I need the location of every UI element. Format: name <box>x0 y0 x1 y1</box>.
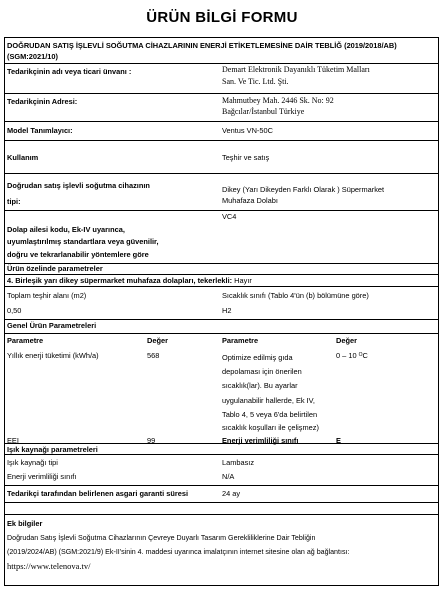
page-title: ÜRÜN BİLGİ FORMU <box>146 9 298 26</box>
supplier-name-value: San. Ve Tic. Ltd. Şti. <box>222 77 289 86</box>
optimized-temp-label: sıcaklık koşulları ile çelişmez) <box>222 423 319 432</box>
eei-label: EEI <box>7 436 19 445</box>
extra-info-heading: Ek bilgiler <box>7 519 43 528</box>
row-divider <box>5 140 438 141</box>
supplier-name-label: Tedarikçinin adı veya ticari ünvanı : <box>7 67 132 76</box>
cabinet-family-value: VC4 <box>222 212 237 221</box>
optimized-temp-value <box>336 351 368 361</box>
degree-mark: O <box>358 352 363 358</box>
product-params-heading: Ürün özelinde parametreler <box>7 264 103 273</box>
light-energy-value: N/A <box>222 472 235 481</box>
usage-label: Kullanım <box>7 153 39 162</box>
cabinet-family-label: Dolap ailesi kodu, Ek-IV uyarınca, <box>7 225 125 234</box>
supplier-address-value: Mahmutbey Mah. 2446 Sk. No: 92 <box>222 96 334 105</box>
energy-class-label: Enerji verimliliği sınıfı <box>222 436 299 445</box>
light-energy-label: Enerji verimliliği sınıfı <box>7 472 77 481</box>
energy-class-value: E <box>336 436 341 445</box>
warranty-value: 24 ay <box>222 489 241 498</box>
row-divider <box>5 63 438 64</box>
row-divider <box>5 514 438 515</box>
device-type-label: Doğrudan satış işlevli soğutma cihazının <box>7 181 150 190</box>
temp-class-value: H2 <box>222 306 232 315</box>
optimized-temp-label: sıcaklık(lar). Bu ayarlar <box>222 381 298 390</box>
eei-value: 99 <box>147 436 156 445</box>
optimized-temp-label: uygulanabilir hallerde, Ek IV, <box>222 396 315 405</box>
regulation-code: (SGM:2021/10) <box>7 52 58 61</box>
light-type-label: Işık kaynağı tipi <box>7 458 58 467</box>
row-divider <box>5 121 438 122</box>
value-column-header: Değer <box>336 336 357 345</box>
row-divider <box>5 173 438 174</box>
temp-range: 0 – 10 <box>336 351 357 360</box>
general-params-heading: Genel Ürün Parametreleri <box>7 321 97 330</box>
optimized-temp-label: Tablo 4, 5 veya 6'da belirtilen <box>222 410 318 419</box>
row-divider <box>5 274 438 275</box>
supplier-address-value: Bağcılar/İstanbul Türkiye <box>222 107 305 116</box>
regulation-title: DOĞRUDAN SATIŞ İŞLEVLİ SOĞUTMA CİHAZLARININ ENERJİ ETİKETLEMESİNE DAİR TEBLİĞ (2019/2018/AB) <box>7 41 397 50</box>
row-divider <box>5 210 438 211</box>
model-label: Model Tanımlayıcı: <box>7 126 73 135</box>
warranty-label: Tedarikçi tarafından belirlenen asgari garanti süresi <box>7 489 188 498</box>
temp-unit: C <box>362 351 368 360</box>
row-divider <box>5 93 438 94</box>
row-divider <box>5 286 438 287</box>
cabinet-family-label: uyumlaştırılmış standartlara veya güvenilir, <box>7 237 159 246</box>
row-divider <box>5 319 438 320</box>
supplier-name-value: Demart Elektronik Dayanıklı Tüketim Malları <box>222 65 370 74</box>
combined-cabinet-label: 4. Birleşik yarı dikey süpermarket muhafaza dolapları, tekerlekli: <box>7 276 233 285</box>
row-divider <box>5 333 438 334</box>
param-column-header: Parametre <box>222 336 259 345</box>
light-source-heading: Işık kaynağı parametreleri <box>7 445 98 454</box>
usage-value: Teşhir ve satış <box>222 153 270 162</box>
extra-info-text: (2019/2024/AB) (SGM:2021/9) Ek-II'sinin 4. maddesi uyarınca imalatçının internet sitesine olan ağ bağlantısı: <box>7 548 350 556</box>
display-area-label: Toplam teşhir alanı (m2) <box>7 291 87 300</box>
annual-energy-value: 568 <box>147 351 160 360</box>
device-type-label: tipi: <box>7 197 21 206</box>
row-divider <box>5 485 438 486</box>
temp-class-label: Sıcaklık sınıfı (Tablo 4'ün (b) bölümüne göre) <box>222 291 369 300</box>
display-area-value: 0,50 <box>7 306 22 315</box>
extra-info-text: Doğrudan Satış İşlevli Soğutma Cihazlarının Çevreye Duyarlı Tasarım Gerekliliklerine Dair Tebliğin <box>7 534 316 542</box>
combined-cabinet-row <box>7 276 252 286</box>
param-column-header: Parametre <box>7 336 44 345</box>
optimized-temp-label: depolaması için önerilen <box>222 367 302 376</box>
cabinet-family-label: doğru ve tekrarlanabilir yöntemlere göre <box>7 250 149 259</box>
manufacturer-link[interactable]: https://www.telenova.tv/ <box>7 561 91 571</box>
supplier-address-label: Tedarikçinin Adresi: <box>7 97 78 106</box>
optimized-temp-label: Optimize edilmiş gıda <box>222 353 293 362</box>
row-divider <box>5 502 438 503</box>
value-column-header: Değer <box>147 336 168 345</box>
light-type-value: Lambasız <box>222 458 255 467</box>
device-type-value: Dikey (Yarı Dikeyden Farklı Olarak ) Süpermarket <box>222 185 385 194</box>
device-type-value: Muhafaza Dolabı <box>222 196 278 205</box>
model-value: Ventus VN-50C <box>222 126 273 135</box>
combined-cabinet-answer: Hayır <box>234 276 252 285</box>
annual-energy-label: Yıllık enerji tüketimi (kWh/a) <box>7 351 99 360</box>
